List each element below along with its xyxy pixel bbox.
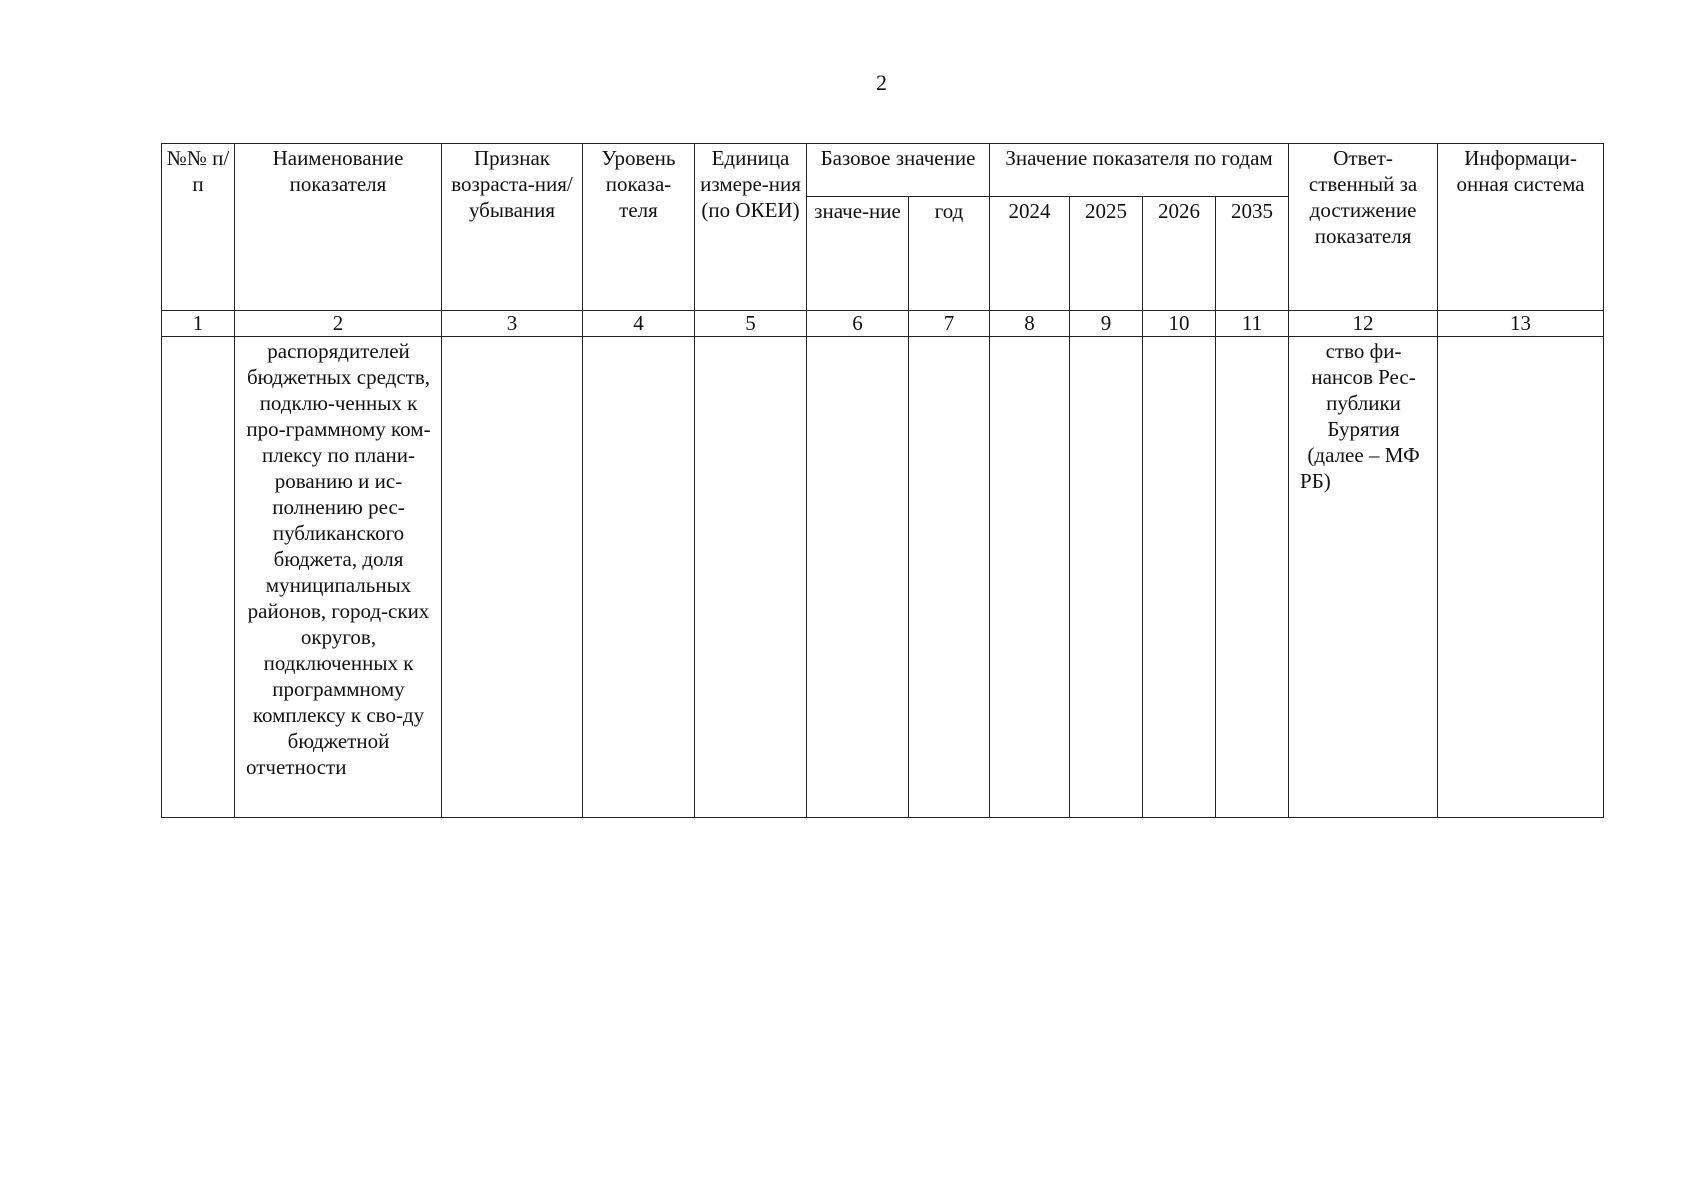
page-number: 2: [876, 70, 887, 95]
table-row: [162, 337, 1604, 818]
column-number: 4: [583, 311, 695, 337]
cell-year-2025: [1070, 337, 1143, 818]
column-number: 5: [695, 311, 807, 337]
header-year-2025: 2025: [1070, 197, 1143, 311]
cell-year-2026: [1143, 337, 1216, 818]
column-number: 13: [1438, 311, 1604, 337]
column-number-row: [162, 311, 1604, 337]
header-base-value: значе-ние: [807, 197, 909, 311]
column-number: 11: [1216, 311, 1289, 337]
header-base: Базовое значение: [807, 144, 990, 197]
header-values-by-year: Значение показателя по годам: [990, 144, 1289, 197]
column-number: 3: [442, 311, 583, 337]
header-year-2024: 2024: [990, 197, 1070, 311]
cell-base-year: [909, 337, 990, 818]
cell-year-2024: [990, 337, 1070, 818]
column-number: 10: [1143, 311, 1216, 337]
cell-info-system: [1438, 337, 1604, 818]
column-number: 12: [1289, 311, 1438, 337]
column-number: 6: [807, 311, 909, 337]
cell-unit: [695, 337, 807, 818]
header-unit: Единица измере-ния (по ОКЕИ): [695, 144, 807, 311]
header-base-year: год: [909, 197, 990, 311]
column-number: 7: [909, 311, 990, 337]
column-number: 1: [162, 311, 235, 337]
header-indicator-name: Наименование показателя: [235, 144, 442, 311]
header-info-system: Информаци-онная система: [1438, 144, 1604, 311]
column-number: 2: [235, 311, 442, 337]
cell-indicator-name: распорядителей бюджетных средств, подклю-ченных к про-граммному ком-плексу по плани-рованию и ис-полнению рес-публиканского бюджета, доля муниципальных районов, город-ских округов, подключенных к программному комплексу к сво-ду бюджетной отчетности: [235, 337, 442, 818]
header-year-2035: 2035: [1216, 197, 1289, 311]
header-responsible: Ответ-ственный за достижение показателя: [1289, 144, 1438, 311]
cell-year-2035: [1216, 337, 1289, 818]
column-number: 9: [1070, 311, 1143, 337]
cell-responsible: ство фи-нансов Рес-публики Бурятия (далее – МФ РБ): [1289, 337, 1438, 818]
cell-number: [162, 337, 235, 818]
header-number: №№ п/п: [162, 144, 235, 311]
cell-trend: [442, 337, 583, 818]
header-row-top: [162, 144, 1604, 197]
column-number: 8: [990, 311, 1070, 337]
cell-level: [583, 337, 695, 818]
header-level: Уровень показа-теля: [583, 144, 695, 311]
indicators-table: [161, 143, 1604, 818]
header-trend: Признак возраста-ния/ убывания: [442, 144, 583, 311]
header-year-2026: 2026: [1143, 197, 1216, 311]
cell-base-value: [807, 337, 909, 818]
